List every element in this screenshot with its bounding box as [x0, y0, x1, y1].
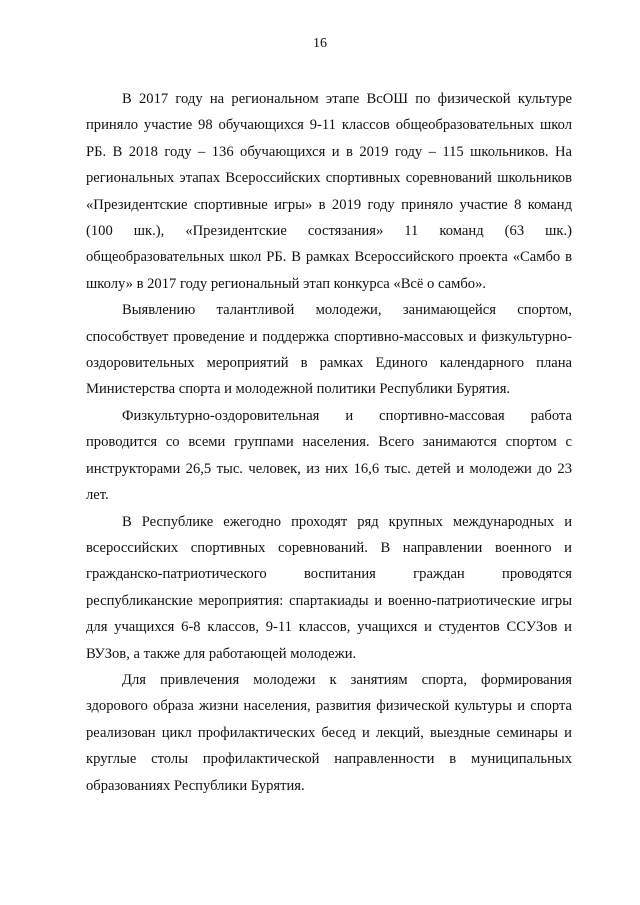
paragraph-competitions: В Республике ежегодно проходят ряд крупных международных и всероссийских спортивных соревнований. В направлении военного и гражданско-патриотического воспитания граждан проводятся республиканские мероприятия: спартакиады и военно-патриотические игры для учащихся 6-8 классов, 9-11 классов, учащихся и студентов ССУЗов и ВУЗов, а также для работающей молодежи. — [86, 513, 572, 662]
paragraph-healthy-lifestyle: Для привлечения молодежи к занятиям спорта, формирования здорового образа жизни населения, развития физической культуры и спорта реализован цикл профилактических бесед и лекций, выездные семинары и круглые столы профилактической направленности в муниципальных образованиях Республики Бурятия. — [86, 671, 572, 794]
page-number: 16 — [313, 36, 327, 51]
document-body — [86, 86, 572, 799]
paragraph-school-olympiad: В 2017 году на региональном этапе ВсОШ по физической культуре приняло участие 98 обучающихся 9-11 классов общеобразовательных школ РБ. В 2018 году – 136 обучающихся и в 2019 году – 115 школьников. На региональных этапах Всероссийских спортивных соревнований школьников «Президентские спортивные игры» в 2019 году приняло участие 8 команд (100 шк.), «Президентские состязания» 11 команд (63 шк.) общеобразовательных школ РБ. В рамках Всероссийского проекта «Самбо в школу» в 2017 году региональный этап конкурса «Всё о самбо». — [86, 91, 572, 292]
paragraph-talented-youth: Выявлению талантливой молодежи, занимающейся спортом, способствует проведение и поддержка спортивно-массовых и физкультурно-оздоровительных мероприятий в рамках Единого календарного плана Министерства спорта и молодежной политики Республики Бурятия. — [86, 302, 572, 398]
paragraph-mass-sports: Физкультурно-оздоровительная и спортивно-массовая работа проводится со всеми группами населения. Всего занимаются спортом с инструкторами 26,5 тыс. человек, из них 16,6 тыс. детей и молодежи до 23 лет. — [86, 407, 572, 504]
